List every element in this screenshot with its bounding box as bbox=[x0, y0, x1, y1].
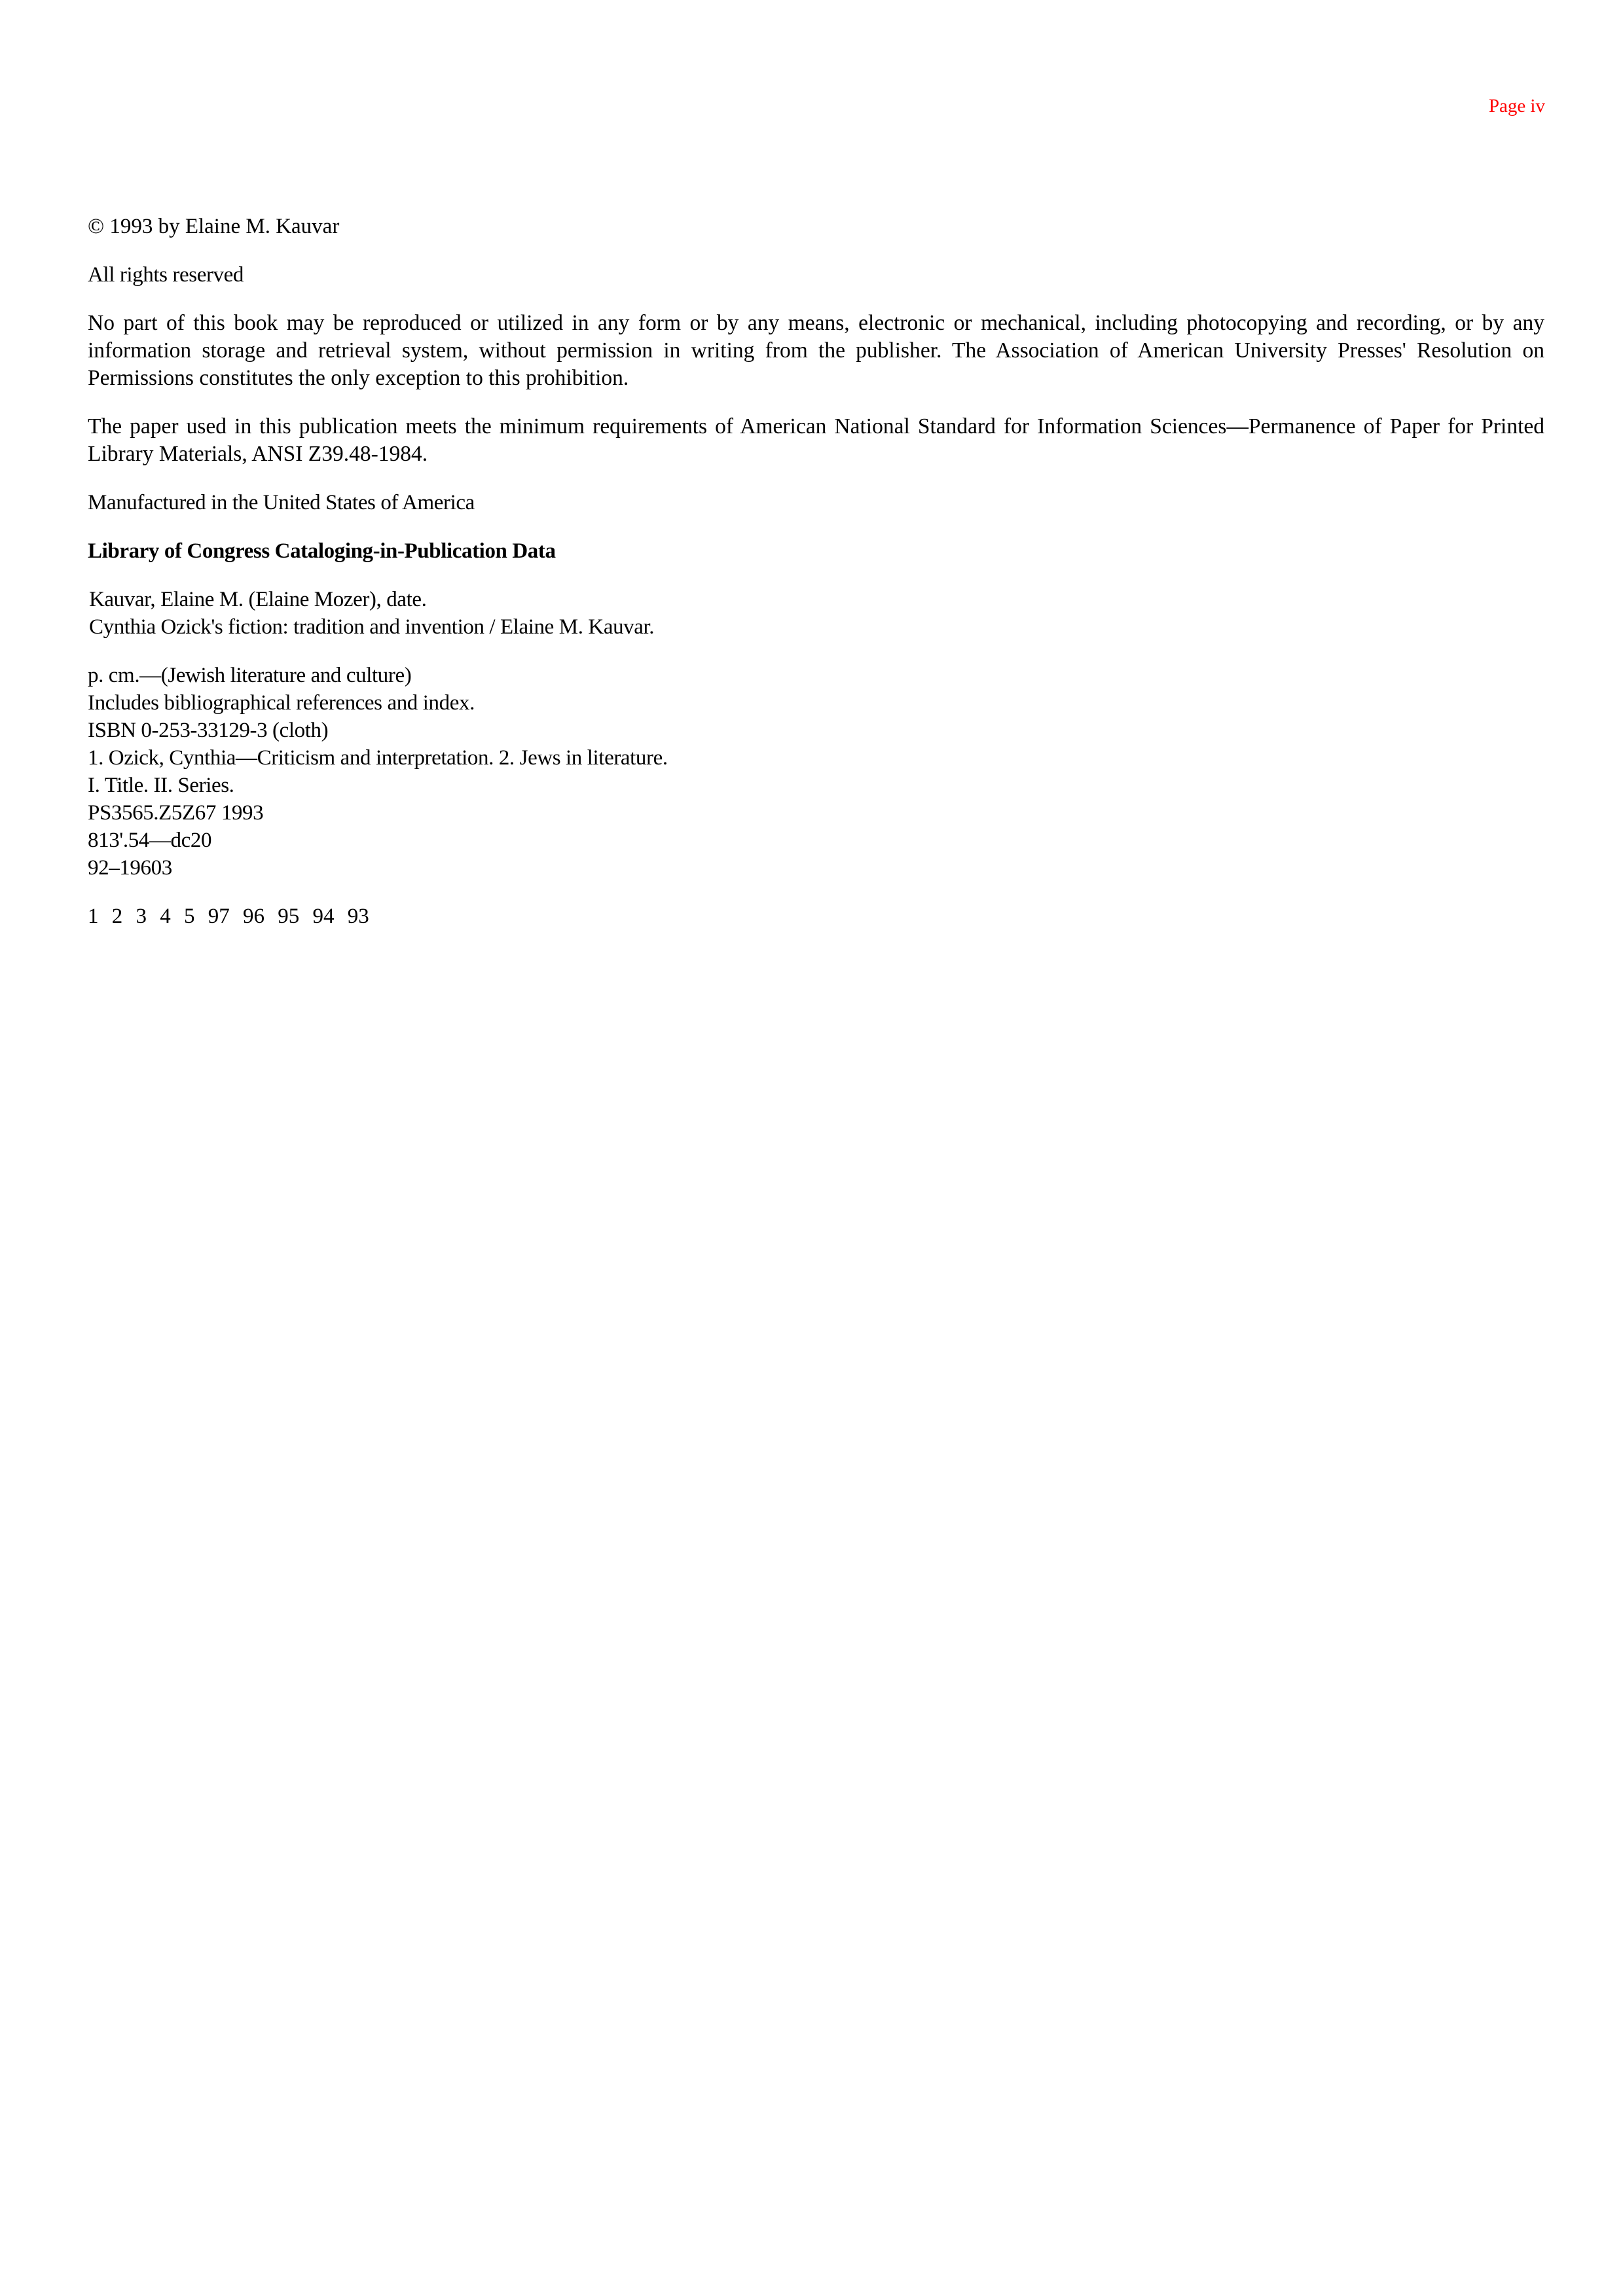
cip-series-line: p. cm.—(Jewish literature and culture) bbox=[88, 664, 412, 687]
printing-line: 1 2 3 4 5 97 96 95 94 93 bbox=[88, 905, 369, 928]
manufactured-notice: Manufactured in the United States of America bbox=[88, 491, 475, 514]
copyright-line: © 1993 by Elaine M. Kauvar bbox=[88, 215, 340, 238]
cip-dewey-classification: 813'.54—dc20 bbox=[88, 829, 212, 852]
cip-title-series-line: I. Title. II. Series. bbox=[88, 774, 234, 797]
paper-notice: The paper used in this publication meets the minimum requirements of American National Standard for Information Sciences—Permanence of Paper for Printed Library Materials, ANSI Z39.48-1984. bbox=[88, 414, 1544, 466]
rights-reserved: All rights reserved bbox=[88, 263, 244, 287]
cip-author-block bbox=[88, 586, 1544, 641]
cip-subjects-line: 1. Ozick, Cynthia—Criticism and interpretation. 2. Jews in literature. bbox=[88, 746, 668, 770]
cip-bibliography-line: Includes bibliographical references and index. bbox=[88, 691, 475, 715]
cip-isbn-line: ISBN 0-253-33129-3 (cloth) bbox=[88, 719, 329, 742]
copyright-page bbox=[88, 213, 1544, 951]
page-number: Page iv bbox=[1488, 96, 1545, 117]
cip-lccn: 92–19603 bbox=[88, 856, 172, 880]
cip-title-line: Cynthia Ozick's fiction: tradition and invention / Elaine M. Kauvar. bbox=[89, 615, 655, 639]
cip-author-line: Kauvar, Elaine M. (Elaine Mozer), date. bbox=[89, 588, 427, 611]
cip-heading: Library of Congress Cataloging-in-Publication Data bbox=[88, 539, 556, 563]
cip-details-block bbox=[88, 662, 1544, 882]
reproduction-notice: No part of this book may be reproduced or utilized in any form or by any means, electronic or mechanical, including photocopying and recording, or by any information storage and retrieval system, without permission in writing from the publisher. The Association of American University Presses' Resolution on Permissions constitutes the only exception to this prohibition. bbox=[88, 311, 1544, 390]
cip-lc-classification: PS3565.Z5Z67 1993 bbox=[88, 801, 264, 825]
